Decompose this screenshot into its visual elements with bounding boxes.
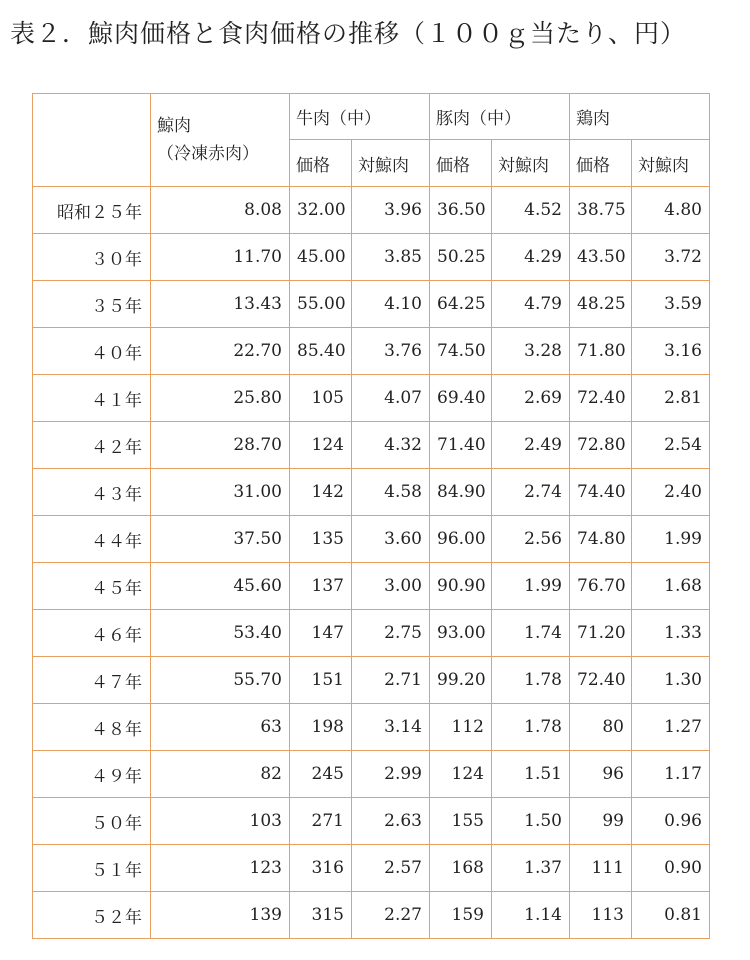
table-row	[33, 798, 710, 845]
pork-price-cell: 99.20	[430, 657, 492, 704]
chicken-price-cell: 74.80	[570, 516, 632, 563]
beef-price-cell: 315	[290, 892, 352, 939]
page-title: 表２．鯨肉価格と食肉価格の推移（１００ｇ当たり、円）	[10, 19, 687, 48]
beef-ratio-cell: 4.32	[352, 422, 430, 469]
year-cell: 昭和２５年	[33, 187, 151, 234]
beef-ratio-cell: 3.14	[352, 704, 430, 751]
beef-price-cell: 151	[290, 657, 352, 704]
table-row	[33, 328, 710, 375]
pork-ratio-cell: 4.52	[492, 187, 570, 234]
chicken-ratio-cell: 0.90	[632, 845, 710, 892]
pork-ratio-cell: 4.79	[492, 281, 570, 328]
table-row	[33, 422, 710, 469]
whale-price-cell: 28.70	[151, 422, 290, 469]
pork-ratio-cell: 1.99	[492, 563, 570, 610]
year-cell: ４４年	[33, 516, 151, 563]
chicken-ratio-cell: 2.81	[632, 375, 710, 422]
year-cell: ３５年	[33, 281, 151, 328]
beef-ratio-cell: 2.27	[352, 892, 430, 939]
table-row	[33, 751, 710, 798]
chicken-price-cell: 74.40	[570, 469, 632, 516]
chicken-ratio-cell: 3.16	[632, 328, 710, 375]
pork-ratio-cell: 2.69	[492, 375, 570, 422]
chicken-price-cell: 72.40	[570, 375, 632, 422]
whale-price-cell: 63	[151, 704, 290, 751]
pork-price-cell: 90.90	[430, 563, 492, 610]
chicken-price-cell: 43.50	[570, 234, 632, 281]
beef-price-cell: 147	[290, 610, 352, 657]
beef-price-cell: 137	[290, 563, 352, 610]
year-cell: ５０年	[33, 798, 151, 845]
whale-price-cell: 25.80	[151, 375, 290, 422]
beef-price-cell: 271	[290, 798, 352, 845]
pork-ratio-cell: 4.29	[492, 234, 570, 281]
header-whale	[151, 94, 290, 187]
table-row	[33, 704, 710, 751]
whale-price-cell: 8.08	[151, 187, 290, 234]
whale-price-cell: 53.40	[151, 610, 290, 657]
header-pork: 豚肉（中）	[430, 94, 570, 140]
pork-price-cell: 69.40	[430, 375, 492, 422]
chicken-ratio-cell: 1.99	[632, 516, 710, 563]
chicken-price-cell: 72.80	[570, 422, 632, 469]
pork-price-cell: 93.00	[430, 610, 492, 657]
pork-price-cell: 124	[430, 751, 492, 798]
year-cell: ４９年	[33, 751, 151, 798]
chicken-price-cell: 76.70	[570, 563, 632, 610]
year-cell: ４０年	[33, 328, 151, 375]
pork-ratio-cell: 1.78	[492, 704, 570, 751]
chicken-price-cell: 48.25	[570, 281, 632, 328]
chicken-ratio-cell: 1.33	[632, 610, 710, 657]
pork-price-cell: 84.90	[430, 469, 492, 516]
chicken-ratio-cell: 2.40	[632, 469, 710, 516]
beef-ratio-cell: 4.10	[352, 281, 430, 328]
chicken-ratio-cell: 3.72	[632, 234, 710, 281]
year-cell: ４８年	[33, 704, 151, 751]
table-row	[33, 657, 710, 704]
header-beef-price: 価格	[290, 140, 352, 187]
chicken-ratio-cell: 4.80	[632, 187, 710, 234]
beef-price-cell: 105	[290, 375, 352, 422]
chicken-ratio-cell: 1.17	[632, 751, 710, 798]
header-beef-ratio: 対鯨肉	[352, 140, 430, 187]
beef-price-cell: 45.00	[290, 234, 352, 281]
table-row	[33, 563, 710, 610]
pork-price-cell: 74.50	[430, 328, 492, 375]
beef-price-cell: 55.00	[290, 281, 352, 328]
header-whale-sub: （冷凍赤肉）	[157, 144, 259, 164]
header-pork-price: 価格	[430, 140, 492, 187]
beef-ratio-cell: 2.57	[352, 845, 430, 892]
header-chicken-price: 価格	[570, 140, 632, 187]
beef-ratio-cell: 2.99	[352, 751, 430, 798]
year-cell: ４３年	[33, 469, 151, 516]
whale-price-cell: 82	[151, 751, 290, 798]
beef-price-cell: 142	[290, 469, 352, 516]
year-cell: ４１年	[33, 375, 151, 422]
whale-price-cell: 31.00	[151, 469, 290, 516]
table-row	[33, 187, 710, 234]
chicken-price-cell: 71.20	[570, 610, 632, 657]
pork-price-cell: 155	[430, 798, 492, 845]
whale-price-cell: 103	[151, 798, 290, 845]
table-row	[33, 610, 710, 657]
beef-ratio-cell: 3.96	[352, 187, 430, 234]
chicken-price-cell: 71.80	[570, 328, 632, 375]
pork-ratio-cell: 1.50	[492, 798, 570, 845]
pork-ratio-cell: 3.28	[492, 328, 570, 375]
year-cell: ５２年	[33, 892, 151, 939]
chicken-price-cell: 96	[570, 751, 632, 798]
table-row	[33, 516, 710, 563]
header-row-1	[33, 94, 710, 140]
whale-price-cell: 13.43	[151, 281, 290, 328]
header-whale-name: 鯨肉	[157, 116, 191, 136]
whale-price-cell: 11.70	[151, 234, 290, 281]
whale-price-cell: 45.60	[151, 563, 290, 610]
table-row	[33, 234, 710, 281]
pork-price-cell: 64.25	[430, 281, 492, 328]
pork-price-cell: 36.50	[430, 187, 492, 234]
pork-price-cell: 168	[430, 845, 492, 892]
beef-ratio-cell: 2.71	[352, 657, 430, 704]
chicken-price-cell: 38.75	[570, 187, 632, 234]
table-row	[33, 281, 710, 328]
header-chicken: 鶏肉	[570, 94, 710, 140]
pork-price-cell: 112	[430, 704, 492, 751]
beef-price-cell: 316	[290, 845, 352, 892]
pork-price-cell: 71.40	[430, 422, 492, 469]
header-chicken-ratio: 対鯨肉	[632, 140, 710, 187]
header-beef: 牛肉（中）	[290, 94, 430, 140]
pork-price-cell: 96.00	[430, 516, 492, 563]
beef-ratio-cell: 3.60	[352, 516, 430, 563]
table-row	[33, 892, 710, 939]
whale-price-cell: 123	[151, 845, 290, 892]
table-row	[33, 469, 710, 516]
beef-ratio-cell: 4.58	[352, 469, 430, 516]
chicken-price-cell: 99	[570, 798, 632, 845]
whale-price-cell: 22.70	[151, 328, 290, 375]
beef-price-cell: 32.00	[290, 187, 352, 234]
whale-price-cell: 37.50	[151, 516, 290, 563]
pork-ratio-cell: 2.74	[492, 469, 570, 516]
chicken-ratio-cell: 3.59	[632, 281, 710, 328]
whale-price-cell: 139	[151, 892, 290, 939]
chicken-price-cell: 72.40	[570, 657, 632, 704]
beef-price-cell: 135	[290, 516, 352, 563]
chicken-price-cell: 113	[570, 892, 632, 939]
pork-ratio-cell: 1.51	[492, 751, 570, 798]
pork-ratio-cell: 2.49	[492, 422, 570, 469]
pork-ratio-cell: 1.74	[492, 610, 570, 657]
beef-ratio-cell: 2.75	[352, 610, 430, 657]
beef-ratio-cell: 3.76	[352, 328, 430, 375]
whale-price-cell: 55.70	[151, 657, 290, 704]
year-cell: ４５年	[33, 563, 151, 610]
chicken-ratio-cell: 2.54	[632, 422, 710, 469]
pork-ratio-cell: 1.78	[492, 657, 570, 704]
year-cell: ４７年	[33, 657, 151, 704]
year-cell: ４２年	[33, 422, 151, 469]
chicken-ratio-cell: 1.30	[632, 657, 710, 704]
beef-ratio-cell: 4.07	[352, 375, 430, 422]
beef-ratio-cell: 2.63	[352, 798, 430, 845]
pork-ratio-cell: 1.37	[492, 845, 570, 892]
chicken-price-cell: 80	[570, 704, 632, 751]
beef-price-cell: 198	[290, 704, 352, 751]
chicken-ratio-cell: 0.96	[632, 798, 710, 845]
pork-ratio-cell: 2.56	[492, 516, 570, 563]
chicken-ratio-cell: 1.68	[632, 563, 710, 610]
beef-price-cell: 85.40	[290, 328, 352, 375]
chicken-ratio-cell: 0.81	[632, 892, 710, 939]
year-cell: ４６年	[33, 610, 151, 657]
header-corner-cell	[33, 94, 151, 187]
price-table	[32, 93, 710, 939]
table-row	[33, 845, 710, 892]
pork-price-cell: 159	[430, 892, 492, 939]
beef-price-cell: 124	[290, 422, 352, 469]
pork-ratio-cell: 1.14	[492, 892, 570, 939]
year-cell: ５１年	[33, 845, 151, 892]
pork-price-cell: 50.25	[430, 234, 492, 281]
beef-ratio-cell: 3.00	[352, 563, 430, 610]
chicken-ratio-cell: 1.27	[632, 704, 710, 751]
header-pork-ratio: 対鯨肉	[492, 140, 570, 187]
beef-ratio-cell: 3.85	[352, 234, 430, 281]
table-body	[33, 187, 710, 939]
beef-price-cell: 245	[290, 751, 352, 798]
year-cell: ３０年	[33, 234, 151, 281]
chicken-price-cell: 111	[570, 845, 632, 892]
table-row	[33, 375, 710, 422]
